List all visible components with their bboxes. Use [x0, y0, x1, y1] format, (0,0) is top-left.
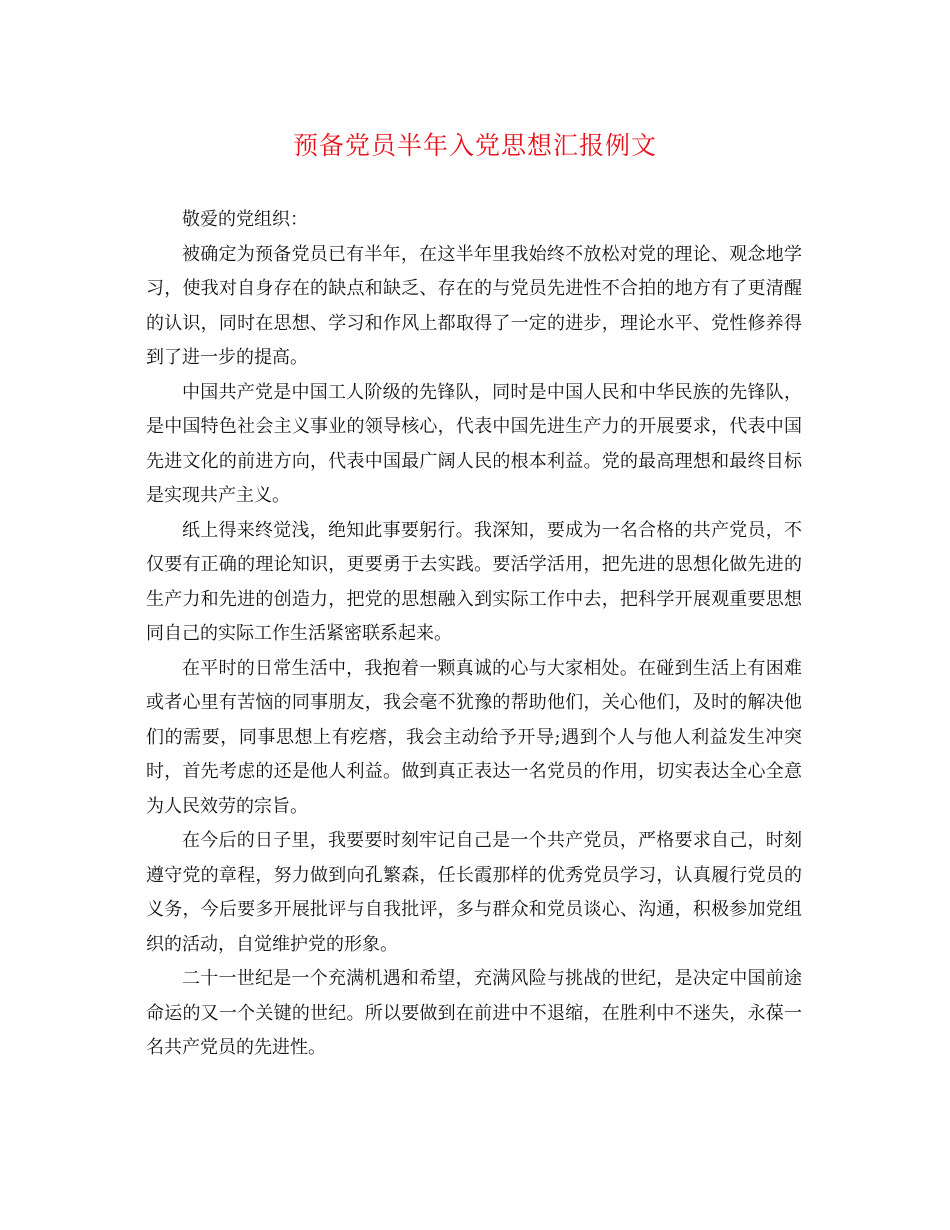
- paragraph-2: 中国共产党是中国工人阶级的先锋队，同时是中国人民和中华民族的先锋队，是中国特色社会主义事业的领导核心，代表中国先进生产力的开展要求，代表中国先进文化的前进方向，代表中国最广阔人民的根本利益。党的最高理想和最终目标是实现共产主义。: [146, 381, 802, 506]
- paragraph-1: 被确定为预备党员已有半年，在这半年里我始终不放松对党的理论、观念地学习，使我对自身存在的缺点和缺乏、存在的与党员先进性不合拍的地方有了更清醒的认识，同时在思想、学习和作风上都取得了一定的进步，理论水平、党性修养得到了进一步的提高。: [146, 243, 802, 368]
- paragraph-3: 纸上得来终觉浅，绝知此事要躬行。我深知，要成为一名合格的共产党员，不仅要有正确的理论知识，更要勇于去实践。要活学活用，把先进的思想化做先进的生产力和先进的创造力，把党的思想融入到实际工作中去，把科学开展观重要思想同自己的实际工作生活紧密联系起来。: [146, 519, 802, 644]
- document-body: [146, 203, 802, 1066]
- paragraph-6: 二十一世纪是一个充满机遇和希望，充满风险与挑战的世纪，是决定中国前途命运的又一个关键的世纪。所以要做到在前进中不退缩，在胜利中不迷失，永葆一名共产党员的先进性。: [146, 968, 802, 1058]
- salutation: 敬爱的党组织：: [182, 209, 308, 230]
- paragraph-4: 在平时的日常生活中，我抱着一颗真诚的心与大家相处。在碰到生活上有困难或者心里有苦恼的同事朋友，我会毫不犹豫的帮助他们，关心他们，及时的解决他们的需要，同事思想上有疙瘩，我会主动给予开导;遇到个人与他人利益发生冲突时，首先考虑的还是他人利益。做到真正表达一名党员的作用，切实表达全心全意为人民效劳的宗旨。: [146, 657, 802, 817]
- paragraph-5: 在今后的日子里，我要要时刻牢记自己是一个共产党员，严格要求自己，时刻遵守党的章程，努力做到向孔繁森，任长霞那样的优秀党员学习，认真履行党员的义务，今后要多开展批评与自我批评，多与群众和党员谈心、沟通，积极参加党组织的活动，自觉维护党的形象。: [146, 830, 802, 955]
- document-title: 预备党员半年入党思想汇报例文: [292, 131, 657, 160]
